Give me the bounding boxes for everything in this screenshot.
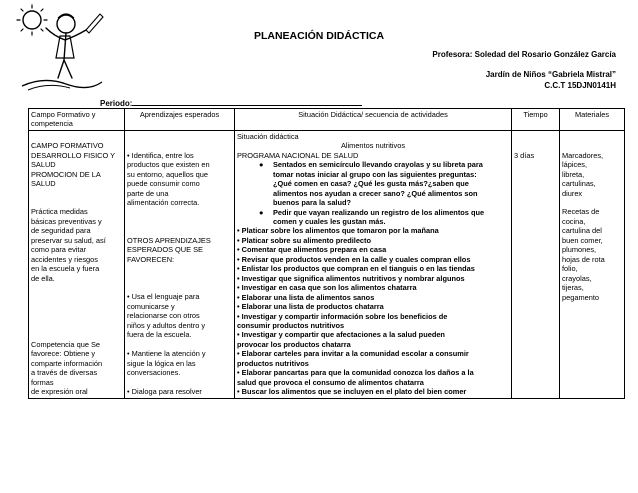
period-label: Periodo: bbox=[100, 99, 133, 108]
text-line: cocina, bbox=[562, 216, 586, 226]
text-line: libreta, bbox=[562, 169, 585, 179]
campo-title bbox=[31, 141, 122, 188]
school-cct: C.C.T 15DJN0141H bbox=[544, 81, 616, 90]
sub-activity-2 bbox=[237, 208, 509, 227]
text-line: tijeras, bbox=[562, 283, 584, 293]
text-line: FAVORECEN: bbox=[127, 254, 175, 264]
activity-list bbox=[237, 226, 509, 396]
sub-activity-2-text bbox=[273, 208, 509, 227]
text-line: favorece: Obtiene y bbox=[31, 349, 96, 359]
header-tiempo: Tiempo bbox=[512, 109, 560, 131]
text-line: • Comentar que alimentos prepara en casa bbox=[237, 245, 387, 255]
otros-aprendizajes bbox=[127, 236, 232, 264]
text-line: DESARROLLO FISICO Y bbox=[31, 150, 116, 160]
header-materiales: Materiales bbox=[560, 109, 625, 131]
text-line: Práctica medidas bbox=[31, 207, 88, 217]
text-line: • Identifica, entre los bbox=[127, 150, 194, 160]
materiales-cell bbox=[560, 130, 625, 398]
text-line: accidentes y riesgos bbox=[31, 254, 98, 264]
header-situacion: Situación Didáctica/ secuencia de actividades bbox=[235, 109, 512, 131]
text-line: • Elaborar pancartas para que la comunidad conozca los daños a la bbox=[237, 368, 474, 378]
bullet-icon: ● bbox=[259, 160, 264, 170]
aprendizaje-4 bbox=[127, 387, 232, 396]
text-line: Marcadores, bbox=[562, 150, 604, 160]
header-campo: Campo Formativo y competencia bbox=[29, 109, 125, 131]
text-line: salud que provoca el consumo de alimentos chatarra bbox=[237, 377, 424, 387]
text-line: conversaciones. bbox=[127, 368, 181, 378]
campo-cell bbox=[29, 130, 125, 398]
text-line: crayolas, bbox=[562, 273, 592, 283]
kindergarten-logo bbox=[14, 2, 106, 99]
period-blank-line bbox=[132, 97, 362, 106]
text-line: buen comer, bbox=[562, 235, 603, 245]
text-line: ESPERADOS QUE SE bbox=[127, 245, 203, 255]
sub-activity-1 bbox=[237, 160, 509, 207]
situacion-name: Alimentos nutritivos bbox=[340, 141, 406, 151]
text-line: ¿Qué comen en casa? ¿Qué les gusta más?¿saben que bbox=[273, 179, 469, 189]
text-line: • Usa el lenguaje para bbox=[127, 292, 200, 302]
text-line: de seguridad para bbox=[31, 226, 91, 236]
text-line: en la escuela y fuera bbox=[31, 264, 100, 274]
text-line: Pedir que vayan realizando un registro de los alimentos que bbox=[273, 207, 485, 217]
text-line: alimentación correcta. bbox=[127, 198, 200, 208]
text-line: SALUD bbox=[31, 179, 56, 189]
header-aprendizajes: Aprendizajes esperados bbox=[125, 109, 235, 131]
text-line: de ella. bbox=[31, 273, 55, 283]
text-line: Recetas de bbox=[562, 207, 600, 217]
text-line: • Dialoga para resolver bbox=[127, 386, 202, 396]
text-line: formas bbox=[31, 377, 54, 387]
text-line: • Elaborar una lista de alimentos sanos bbox=[237, 292, 375, 302]
aprendizaje-3 bbox=[127, 349, 232, 377]
text-line: SALUD bbox=[31, 160, 56, 170]
text-line: a través de diversas bbox=[31, 368, 98, 378]
text-line: cartulina del bbox=[562, 226, 602, 236]
text-line: • Elaborar una lista de productos chatarra bbox=[237, 302, 384, 312]
text-line: tomar notas iniciar al grupo con las siguientes preguntas: bbox=[273, 169, 477, 179]
text-line: productos que existen en bbox=[127, 160, 210, 170]
text-line: consumir productos nutritivos bbox=[237, 320, 345, 330]
text-line: como para evitar bbox=[31, 245, 87, 255]
sub-activity-1-text bbox=[273, 160, 509, 207]
document-title: PLANEACIÓN DIDÁCTICA bbox=[253, 30, 385, 42]
text-line: PROMOCION DE LA bbox=[31, 169, 101, 179]
text-line: comen y cuales les gustan más. bbox=[273, 216, 386, 226]
text-line: • Buscar los alimentos que se incluyen en el plato del bien comer bbox=[237, 387, 467, 397]
text-line: • Investigar en casa que son los alimentos chatarra bbox=[237, 283, 417, 293]
text-line: de expresión oral bbox=[31, 387, 88, 396]
text-line: • Investigar que significa alimentos nutritivos y nombrar algunos bbox=[237, 273, 465, 283]
bullet-icon: ● bbox=[259, 207, 264, 217]
table-header-row bbox=[29, 109, 625, 131]
text-line: OTROS APRENDIZAJES bbox=[127, 235, 211, 245]
text-line: lápices, bbox=[562, 160, 588, 170]
aprendizaje-1 bbox=[127, 151, 232, 208]
text-line: cartulinas, bbox=[562, 179, 596, 189]
situacion-label: Situación didáctica bbox=[237, 131, 299, 141]
text-line: comunicarse y bbox=[127, 301, 175, 311]
text-line: • Enlistar los productos que compran en el tianguis o en las tiendas bbox=[237, 264, 475, 274]
period-field bbox=[100, 97, 362, 108]
tiempo-cell bbox=[512, 130, 560, 398]
materiales-group-1 bbox=[562, 151, 622, 198]
text-line: básicas preventivas y bbox=[31, 216, 102, 226]
text-line: relacionarse con otros bbox=[127, 311, 200, 321]
text-line: buenos para la salud? bbox=[273, 198, 352, 208]
text-line: • Platicar sobre los alimentos que tomaron por la mañana bbox=[237, 226, 439, 236]
text-line: niños y adultos dentro y bbox=[127, 320, 206, 330]
school-name: Jardín de Niños “Gabriela Mistral” bbox=[485, 70, 616, 79]
materiales-group-2 bbox=[562, 207, 622, 302]
text-line: • Platicar sobre su alimento predilecto bbox=[237, 235, 372, 245]
campo-practica bbox=[31, 207, 122, 283]
text-line: Competencia que Se bbox=[31, 339, 101, 349]
text-line: sigue la lógica en las bbox=[127, 358, 196, 368]
table-row bbox=[29, 130, 625, 398]
text-line: pegamento bbox=[562, 292, 599, 302]
text-line: diurex bbox=[562, 188, 583, 198]
situacion-cell bbox=[235, 130, 512, 398]
campo-competencia bbox=[31, 340, 122, 397]
text-line: folio, bbox=[562, 264, 578, 274]
text-line: parte de una bbox=[127, 188, 169, 198]
planning-table bbox=[28, 108, 625, 399]
text-line: • Mantiene la atención y bbox=[127, 349, 206, 359]
text-line: productos nutritivos bbox=[237, 358, 309, 368]
text-line: • Investigar y compartir que afectaciones a la salud pueden bbox=[237, 330, 445, 340]
text-line: alimentos nos ayudan a crecer sano? ¿Qué alimentos son bbox=[273, 188, 478, 198]
text-line: puede consumir como bbox=[127, 179, 200, 189]
text-line: comparte información bbox=[31, 358, 103, 368]
tiempo-value: 3 días bbox=[514, 150, 535, 160]
teacher-name: Profesora: Soledad del Rosario González García bbox=[432, 50, 616, 59]
text-line: CAMPO FORMATIVO bbox=[31, 141, 104, 151]
text-line: • Investigar y compartir información sobre los beneficios de bbox=[237, 311, 448, 321]
text-line: hojas de rota bbox=[562, 254, 605, 264]
aprendizaje-2 bbox=[127, 292, 232, 339]
text-line: Sentados en semicírculo llevando crayolas y su libreta para bbox=[273, 160, 483, 170]
text-line: provocar los productos chatarra bbox=[237, 339, 351, 349]
text-line: su entorno, aquellos que bbox=[127, 169, 208, 179]
aprendizajes-cell bbox=[125, 130, 235, 398]
text-line: plumones, bbox=[562, 245, 597, 255]
text-line: • Revisar que productos venden en la calle y cuales compran ellos bbox=[237, 254, 471, 264]
programa-label: PROGRAMA NACIONAL DE SALUD bbox=[237, 150, 359, 160]
text-line: preservar su salud, así bbox=[31, 235, 106, 245]
text-line: • Elaborar carteles para invitar a la comunidad escolar a consumir bbox=[237, 349, 469, 359]
text-line: fuera de la escuela. bbox=[127, 330, 192, 340]
